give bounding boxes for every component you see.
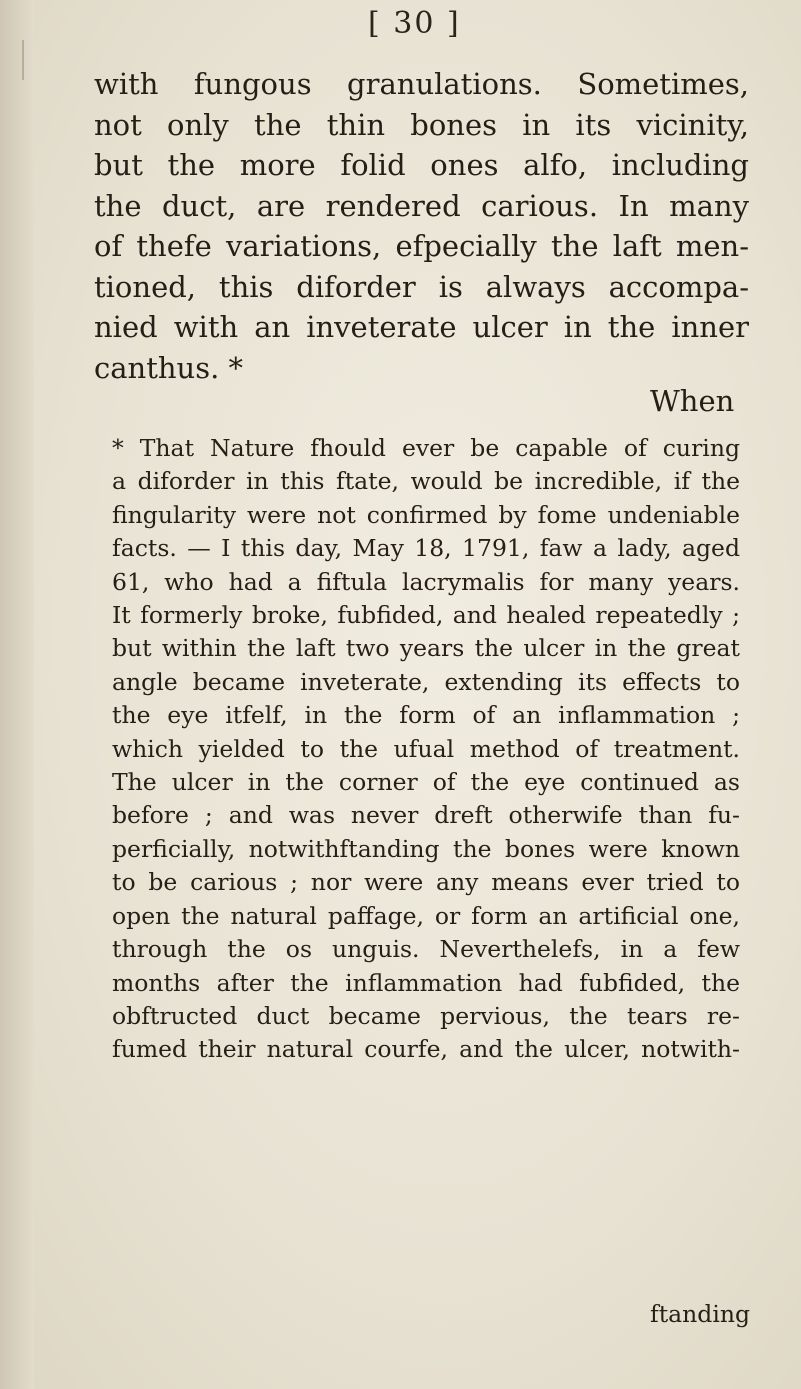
main-catchword: When: [650, 384, 735, 418]
footnote-line: the eye itfelf, in the form of an inflammation ;: [112, 701, 740, 730]
main-text-line: tioned, this diforder is always accompa-: [94, 269, 749, 304]
footnote-line: to be carious ; nor were any means ever tried to: [112, 868, 740, 897]
footnote-line: perficially, notwithftanding the bones were known: [112, 834, 740, 863]
footnote-line: a diforder in this ftate, would be incredible, if the: [112, 467, 740, 496]
footnote-line: before ; and was never dreft otherwife than fu-: [112, 801, 740, 830]
footnote-text: [112, 432, 740, 1067]
main-text-line: canthus. *: [94, 350, 244, 385]
footnote-catchword: ftanding: [650, 1300, 751, 1328]
main-text-line: the duct, are rendered carious. In many: [94, 188, 749, 223]
page-gutter-shadow: [0, 0, 34, 1389]
footnote-line: The ulcer in the corner of the eye continued as: [112, 768, 740, 797]
footnote-line: but within the laft two years the ulcer in the great: [112, 634, 740, 663]
footnote-line: months after the inflammation had fubfided, the: [112, 968, 740, 997]
footnote-line: 61, who had a fiftula lacrymalis for many years.: [112, 567, 740, 596]
footnote-line: open the natural paffage, or form an artificial one,: [112, 901, 740, 930]
footnote-line: facts. — I this day, May 18, 1791, faw a lady, aged: [112, 534, 740, 563]
main-text-line: but the more folid ones alfo, including: [94, 148, 749, 182]
footnote-line: It formerly broke, fubfided, and healed repeatedly ;: [112, 601, 740, 630]
footnote-line: through the os unguis. Neverthelefs, in a few: [112, 935, 740, 964]
main-text-line: of thefe variations, efpecially the laft men-: [94, 229, 749, 263]
footnote-line: fumed their natural courfe, and the ulcer, notwith-: [112, 1035, 740, 1064]
page-number: [ 30 ]: [368, 6, 461, 41]
footnote-line: which yielded to the ufual method of treatment.: [112, 734, 740, 763]
footnote-line: obftructed duct became pervious, the tears re-: [112, 1001, 740, 1030]
footnote-line: angle became inveterate, extending its effects to: [112, 667, 740, 696]
main-body-text: [94, 64, 749, 388]
page-edge-mark: [22, 40, 24, 80]
main-text-line: with fungous granulations. Sometimes,: [94, 67, 749, 101]
footnote-line: fingularity were not confirmed by fome undeniable: [112, 500, 740, 529]
main-text-line: not only the thin bones in its vicinity,: [94, 107, 749, 142]
footnote-line: * That Nature fhould ever be capable of curing: [112, 434, 740, 462]
main-text-line: nied with an inveterate ulcer in the inner: [94, 310, 749, 344]
